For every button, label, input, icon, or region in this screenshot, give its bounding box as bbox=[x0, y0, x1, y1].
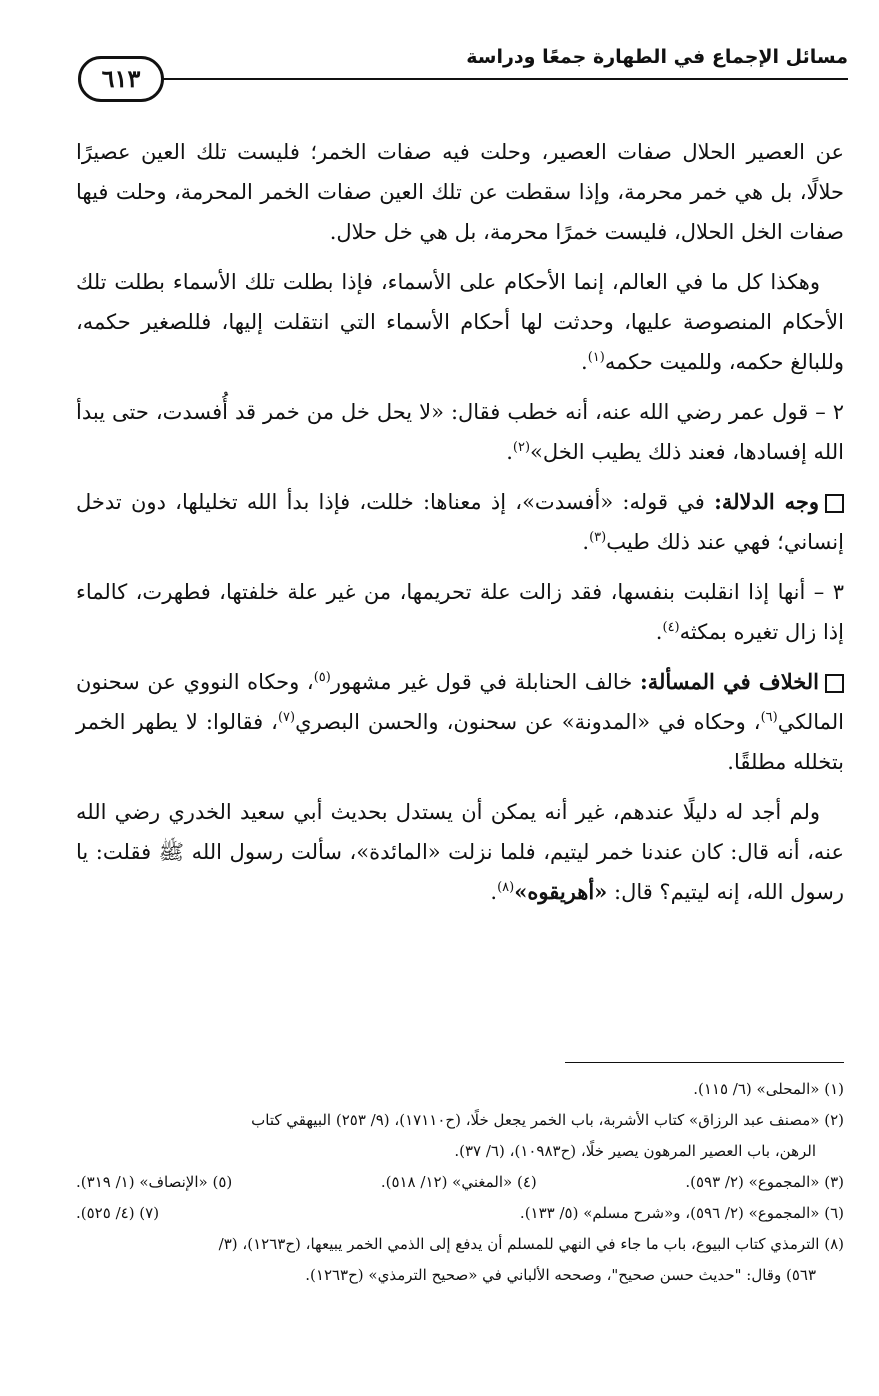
section-label: وجه الدلالة: bbox=[714, 489, 819, 514]
footnote: (١) «المحلى» (٦/ ١١٥). bbox=[693, 1080, 844, 1098]
paragraph: وهكذا كل ما في العالم، إنما الأحكام على الأسماء، فإذا بطلت تلك الأسماء بطلت تلك الأحكام المنصوصة عليها، وحدثت لها أحكام الأسماء التي انتقلت إليها، فللصغير حكمه، وللبالغ حكمه، وللميت حكمه$^{(١)}$. bbox=[76, 270, 844, 374]
paragraph-text: خالف الحنابلة في قول غير مشهور bbox=[330, 670, 633, 694]
footnote-divider bbox=[565, 1062, 844, 1063]
footnote: (٥) «الإنصاف» (١/ ٣١٩). bbox=[76, 1173, 233, 1191]
square-bullet-icon bbox=[825, 674, 844, 693]
header-rule bbox=[163, 78, 848, 80]
paragraph-text: ٣ – أنها إذا انقلبت بنفسها، فقد زالت علة تحريمها، من غير علة خلفتها، فطهرت، كالماء إذا زال تغيره بمكثه bbox=[76, 580, 844, 644]
footnote-row bbox=[76, 1198, 844, 1229]
footnote-ref: (٨) bbox=[497, 880, 515, 895]
page-number: ٦١٣ bbox=[78, 56, 164, 102]
footnote-ref: (٣) bbox=[589, 530, 607, 545]
paragraph bbox=[76, 132, 844, 252]
footnote-ref: (٤) bbox=[662, 620, 680, 635]
hadith-quote: «أهريقوه» bbox=[514, 879, 608, 904]
page-header bbox=[78, 42, 848, 112]
paragraph-text: ٢ – قول عمر رضي الله عنه، أنه خطب فقال: «لا يحل خل من خمر قد أُفسدت، حتى يبدأ الله إفسادها، فعند ذلك يطيب الخل» bbox=[76, 400, 844, 464]
paragraph bbox=[76, 662, 844, 782]
paragraph-text: وهكذا كل ما في العالم، إنما الأحكام على الأسماء، فإذا بطلت تلك الأسماء بطلت تلك الأحكام المنصوصة عليها، وحدثت لها أحكام الأسماء التي انتقلت إليها، فللصغير حكمه، وللبالغ حكمه، وللميت حكمه bbox=[76, 270, 844, 374]
paragraph-text: ولم أجد له دليلًا عندهم، غير أنه يمكن أن يستدل بحديث أبي سعيد الخدري رضي الله عنه، أنه قال: كان عندنا خمر ليتيم، فلما نزلت «المائدة»، سألت رسول الله ﷺ فقلت: يا رسول الله، إنه ليتيم؟ قال: bbox=[76, 800, 844, 904]
footnote-ref: (٦) bbox=[760, 710, 778, 725]
footnote: (٣) «المجموع» (٢/ ٥٩٣). bbox=[685, 1173, 844, 1191]
paragraph-text: في قوله: «أفسدت»، إذ معناها: خللت، فإذا بدأ الله تخليلها، دون تدخل إنساني؛ فهي عند ذلك طيب bbox=[76, 490, 844, 554]
footnote-continuation: الرهن، باب العصير المرهون يصير خلًا، (ح١٠٩٨٣)، (٦/ ٣٧). bbox=[454, 1142, 816, 1160]
footnote-ref: (٧) bbox=[277, 710, 296, 725]
footnote-ref: (٢) bbox=[512, 440, 531, 455]
square-bullet-icon bbox=[825, 494, 844, 513]
running-title: مسائل الإجماع في الطهارة جمعًا ودراسة bbox=[466, 46, 848, 68]
footnote-row bbox=[76, 1167, 844, 1198]
footnote: (٦) «المجموع» (٢/ ٥٩٦)، و«شرح مسلم» (٥/ ١٣٣). bbox=[519, 1204, 844, 1222]
paragraph-text: عن العصير الحلال صفات العصير، وحلت فيه صفات الخمر؛ فليست تلك العين عصيرًا حلالًا، بل هي خمر محرمة، وإذا سقطت عن تلك العين صفات الخمر المحرمة، وحلت فيها صفات الخل الحلال، فليست خمرًا محرمة، بل هي خل حلال. bbox=[76, 140, 844, 244]
main-text bbox=[76, 132, 844, 922]
paragraph-text: ، وحكاه النووي عن سحنون المالكي bbox=[76, 670, 845, 734]
footnote: (٧) (٤/ ٥٢٥). bbox=[76, 1204, 160, 1222]
footnote: (٢) «مصنف عبد الرزاق» كتاب الأشربة، باب الخمر يجعل خلًا، (ح١٧١١٠)، (٩/ ٢٥٣) البيهقي كتاب bbox=[251, 1111, 844, 1129]
paragraph: ولم أجد له دليلًا عندهم، غير أنه يمكن أن يستدل بحديث أبي سعيد الخدري رضي الله عنه، أنه قال: كان عندنا خمر ليتيم، فلما نزلت «المائدة»، سألت رسول الله ﷺ فقلت: يا رسول الله، إنه ليتيم؟ قال: «أهريقوه»$^{(٨)}$. bbox=[76, 800, 844, 904]
paragraph: ٢ – قول عمر رضي الله عنه، أنه خطب فقال: «لا يحل خل من خمر قد أُفسدت، حتى يبدأ الله إفسادها، فعند ذلك يطيب الخل»$^{(٢)}$. bbox=[76, 400, 844, 464]
footnote: (٤) «المغني» (١٢/ ٥١٨). bbox=[380, 1173, 537, 1191]
footnote-continuation: ٥٦٣) وقال: "حديث حسن صحيح"، وصححه الألباني في «صحيح الترمذي» (ح١٢٦٣). bbox=[305, 1266, 816, 1284]
paragraph-text: ، فقالوا: لا يطهر الخمر بتخلله مطلقًا. bbox=[76, 710, 844, 774]
paragraph-text: ، وحكاه في «المدونة» عن سحنون، والحسن البصري bbox=[295, 710, 761, 734]
footnote: (٨) الترمذي كتاب البيوع، باب ما جاء في النهي للمسلم أن يدفع إلى الذمي الخمر يبيعها، (ح١٢٦٣)، (٣/ bbox=[218, 1235, 844, 1253]
paragraph: وجه الدلالة: في قوله: «أفسدت»، إذ معناها: خللت، فإذا بدأ الله تخليلها، دون تدخل إنساني؛ فهي عند ذلك طيب$^{(٣)}$. bbox=[76, 489, 844, 554]
footnote-ref: (١) bbox=[587, 350, 605, 365]
footnote-ref: (٥) bbox=[313, 670, 331, 685]
footnotes bbox=[76, 1074, 844, 1291]
paragraph: ٣ – أنها إذا انقلبت بنفسها، فقد زالت علة تحريمها، من غير علة خلفتها، فطهرت، كالماء إذا زال تغيره بمكثه$^{(٤)}$. bbox=[76, 580, 844, 644]
section-label: الخلاف في المسألة: bbox=[639, 669, 820, 694]
